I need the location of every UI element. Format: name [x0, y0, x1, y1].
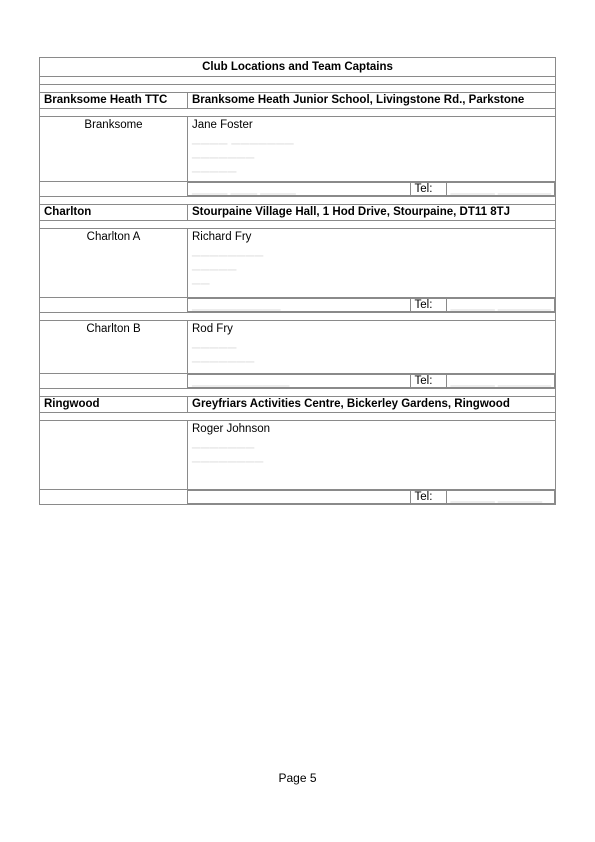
tel-row — [40, 182, 556, 197]
spacer-row — [40, 221, 556, 229]
tel-label: Tel: — [410, 299, 446, 312]
club-row — [40, 205, 556, 221]
club-row — [40, 93, 556, 109]
obscured-address-line: ▁▁▁▁▁ — [192, 337, 237, 349]
obscured-contact: ▁▁▁▁▁▁▁▁▁▁▁ — [188, 375, 410, 388]
obscured-address-line: ▁▁▁▁▁▁▁ — [192, 437, 255, 449]
tel-row — [40, 374, 556, 389]
captain-name: Roger Johnson — [192, 423, 270, 435]
obscured-address-line: ▁▁▁▁▁▁▁▁ — [192, 245, 264, 257]
obscured-phone: ▁▁▁▁▁ ▁▁▁▁▁▁ — [446, 183, 555, 196]
obscured-address-line: ▁▁▁▁▁▁▁ — [192, 351, 255, 363]
spacer-row — [40, 313, 556, 321]
team-name: Branksome — [40, 117, 188, 182]
captain-name: Jane Foster — [192, 119, 253, 131]
obscured-address-line: ▁▁▁▁▁ — [192, 161, 237, 173]
club-name: Charlton — [40, 205, 188, 221]
captain-name: Rod Fry — [192, 323, 233, 335]
captain-name: Richard Fry — [192, 231, 252, 243]
team-name: Charlton A — [40, 229, 188, 298]
obscured-contact: ▁▁▁▁▁▁▁▁▁▁ — [188, 299, 410, 312]
tel-row — [40, 298, 556, 313]
tel-label: Tel: — [410, 183, 446, 196]
empty-cell — [40, 490, 188, 505]
title-row — [40, 58, 556, 77]
spacer-row — [40, 413, 556, 421]
club-row — [40, 397, 556, 413]
obscured-contact: ▁▁▁▁ ▁▁▁ ▁▁▁▁ — [188, 183, 410, 196]
empty-cell — [40, 374, 188, 389]
team-name — [40, 421, 188, 490]
captain-cell — [188, 229, 556, 298]
captains-sheet — [39, 57, 555, 505]
spacer-row — [40, 197, 556, 205]
team-row — [40, 321, 556, 374]
team-row — [40, 421, 556, 490]
obscured-address-line: ▁▁ — [192, 273, 210, 285]
obscured-phone: ▁▁▁▁▁ ▁▁▁▁▁ — [446, 491, 555, 504]
empty-cell — [40, 298, 188, 313]
captain-cell — [188, 321, 556, 374]
spacer-row — [40, 389, 556, 397]
obscured-address-line: ▁▁▁▁▁▁▁▁ — [192, 451, 264, 463]
team-row — [40, 117, 556, 182]
obscured-phone: ▁▁▁▁▁ ▁▁▁▁▁▁ — [446, 299, 555, 312]
obscured-address-line: ▁▁▁▁▁▁▁ — [192, 147, 255, 159]
tel-label: Tel: — [410, 375, 446, 388]
obscured-address-line: ▁▁▁▁ ▁▁▁▁▁▁▁ — [192, 133, 295, 145]
captain-cell — [188, 421, 556, 490]
page-title: Club Locations and Team Captains — [40, 58, 556, 77]
tel-row — [40, 490, 556, 505]
team-name: Charlton B — [40, 321, 188, 374]
spacer-row — [40, 77, 556, 85]
spacer-row — [40, 85, 556, 93]
club-venue: Greyfriars Activities Centre, Bickerley Gardens, Ringwood — [188, 397, 556, 413]
captains-table — [39, 57, 556, 505]
club-venue: Branksome Heath Junior School, Livingstone Rd., Parkstone — [188, 93, 556, 109]
page-number: Page 5 — [278, 771, 317, 785]
obscured-address-line: ▁▁▁▁▁ — [192, 259, 237, 271]
club-venue: Stourpaine Village Hall, 1 Hod Drive, Stourpaine, DT11 8TJ — [188, 205, 556, 221]
empty-cell — [40, 182, 188, 197]
club-name: Ringwood — [40, 397, 188, 413]
obscured-phone: ▁▁▁▁▁ ▁▁▁▁▁▁ — [446, 375, 555, 388]
tel-label: Tel: — [410, 491, 446, 504]
captain-cell — [188, 117, 556, 182]
team-row — [40, 229, 556, 298]
spacer-row — [40, 109, 556, 117]
club-name: Branksome Heath TTC — [40, 93, 188, 109]
obscured-contact — [188, 491, 410, 504]
